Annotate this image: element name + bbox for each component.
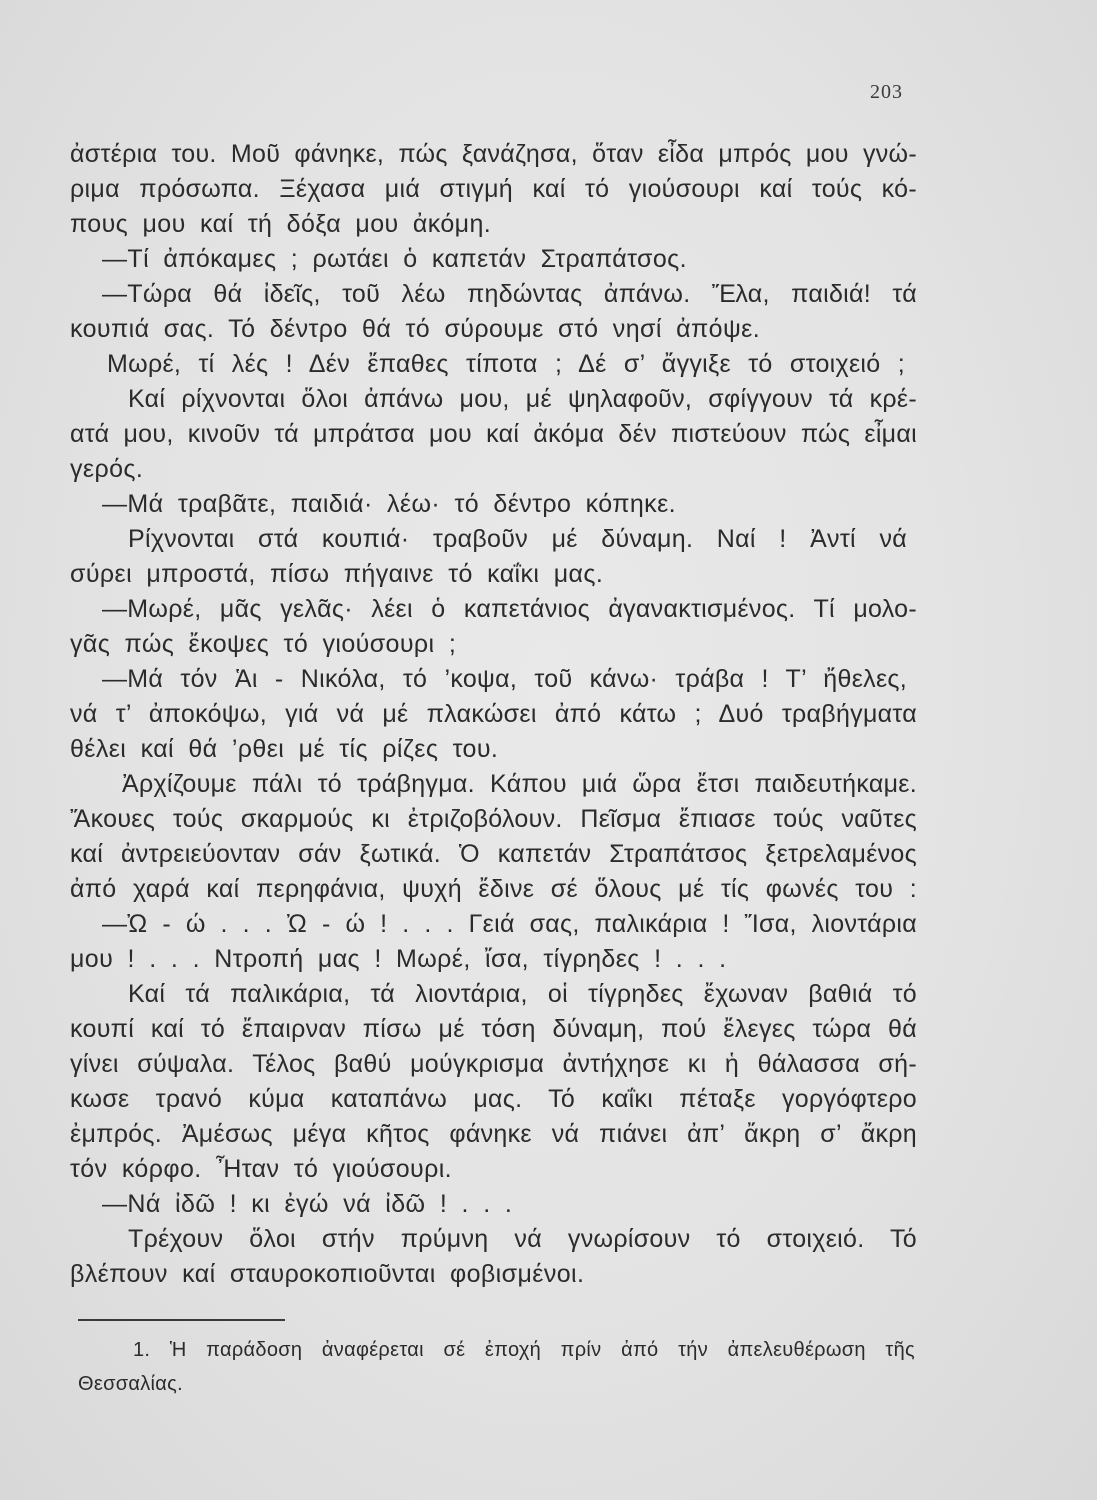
text-line: θέλει καί θά ’ρθει μέ τίς ρίζες του. (70, 735, 499, 763)
text-line: γερός. (70, 455, 144, 483)
text-line: —Τί ἀπόκαμες ; ρωτάει ὁ καπετάν Στραπάτσος. (102, 245, 687, 273)
text-line: —Μά τόν Ἁι - Νικόλα, τό ’κοψα, τοῦ κάνω· τράβα ! Τ’ ἤθελες, (102, 665, 907, 693)
text-line: κωσε τρανό κύμα καταπάνω μας. Τό καΐκι πέταξε γοργόφτερο (70, 1085, 917, 1113)
text-line: —Τώρα θά ἰδεῖς, τοῦ λέω πηδώντας ἀπάνω. Ἔλα, παιδιά! τά (102, 280, 917, 308)
text-line: —Νά ἰδῶ ! κι ἐγώ νά ἰδῶ ! . . . (102, 1190, 513, 1218)
footnote-rule (78, 1319, 285, 1321)
footnote-line: 1. Ἡ παράδοση ἀναφέρεται σέ ἐποχή πρίν ἀπό τήν ἀπελευθέρωση τῆς (133, 1339, 915, 1361)
text-line: ατά μου, κινοῦν τά μπράτσα μου καί ἀκόμα δέν πιστεύουν πώς εἶμαι (70, 420, 917, 448)
text-line: μου ! . . . Ντροπή μας ! Μωρέ, ἴσα, τίγρηδες ! . . . (70, 945, 727, 973)
text-line: —Ὠ - ώ . . . Ὠ - ώ ! . . . Γειά σας, παλικάρια ! Ἴσα, λιοντάρια (102, 910, 917, 938)
text-line: βλέπουν καί σταυροκοπιοῦνται φοβισμένοι. (70, 1260, 585, 1288)
text-line: ἐμπρός. Ἀμέσως μέγα κῆτος φάνηκε νά πιάνει ἀπ’ ἄκρη σ’ ἄκρη (70, 1120, 917, 1148)
text-line: Ρίχνονται στά κουπιά· τραβοῦν μέ δύναμη. Ναί ! Ἀντί νά (128, 525, 907, 553)
text-line: νά τ’ ἀποκόψω, γιά νά μέ πλακώσει ἀπό κάτω ; Δυό τραβήγματα (70, 700, 917, 728)
text-line: σύρει μπροστά, πίσω πήγαινε τό καΐκι μας. (70, 560, 604, 588)
text-line: κουπί καί τό ἔπαιρναν πίσω μέ τόση δύναμη, πού ἔλεγες τώρα θά (70, 1015, 917, 1043)
text-line: ριμα πρόσωπα. Ξέχασα μιά στιγμή καί τό γιούσουρι καί τούς κό- (70, 175, 917, 203)
text-line: Μωρέ, τί λές ! Δέν ἔπαθες τίποτα ; Δέ σ’ ἄγγιξε τό στοιχειό ; (107, 350, 905, 378)
page-number: 203 (870, 81, 903, 103)
text-line: Ἄκουες τούς σκαρμούς κι ἐτριζοβόλουν. Πεῖσμα ἔπιασε τούς ναῦτες (70, 805, 917, 833)
text-line: Ἀρχίζουμε πάλι τό τράβηγμα. Κάπου μιά ὥρα ἔτσι παιδευτήκαμε. (122, 770, 917, 798)
text-line: γίνει σύψαλα. Τέλος βαθύ μούγκρισμα ἀντήχησε κι ἡ θάλασσα σή- (70, 1050, 917, 1078)
text-line: ἀστέρια του. Μοῦ φάνηκε, πώς ξανάζησα, ὅταν εἶδα μπρός μου γνώ- (70, 140, 917, 168)
text-line: γᾶς πώς ἔκοψες τό γιούσουρι ; (70, 630, 457, 658)
text-line: Καί τά παλικάρια, τά λιοντάρια, οἱ τίγρηδες ἔχωναν βαθιά τό (128, 980, 917, 1008)
text-line: —Μά τραβᾶτε, παιδιά· λέω· τό δέντρο κόπηκε. (102, 490, 676, 518)
text-line: τόν κόρφο. Ἦταν τό γιούσουρι. (70, 1155, 453, 1183)
text-line: κουπιά σας. Τό δέντρο θά τό σύρουμε στό νησί ἀπόψε. (70, 315, 761, 343)
text-line: —Μωρέ, μᾶς γελᾶς· λέει ὁ καπετάνιος ἀγανακτισμένος. Τί μολο- (102, 595, 917, 623)
footnote-line: Θεσσαλίας. (78, 1373, 183, 1395)
text-line: ἀπό χαρά καί περηφάνια, ψυχή ἔδινε σέ ὅλους μέ τίς φωνές του : (70, 875, 917, 903)
text-line: πους μου καί τή δόξα μου ἀκόμη. (70, 210, 492, 238)
text-line: Καί ρίχνονται ὅλοι ἀπάνω μου, μέ ψηλαφοῦν, σφίγγουν τά κρέ- (128, 385, 917, 413)
text-line: Τρέχουν ὅλοι στήν πρύμνη νά γνωρίσουν τό στοιχειό. Τό (128, 1225, 917, 1253)
text-line: καί ἀντρειεύονταν σάν ξωτικά. Ὁ καπετάν Στραπάτσος ξετρελαμένος (70, 840, 917, 868)
